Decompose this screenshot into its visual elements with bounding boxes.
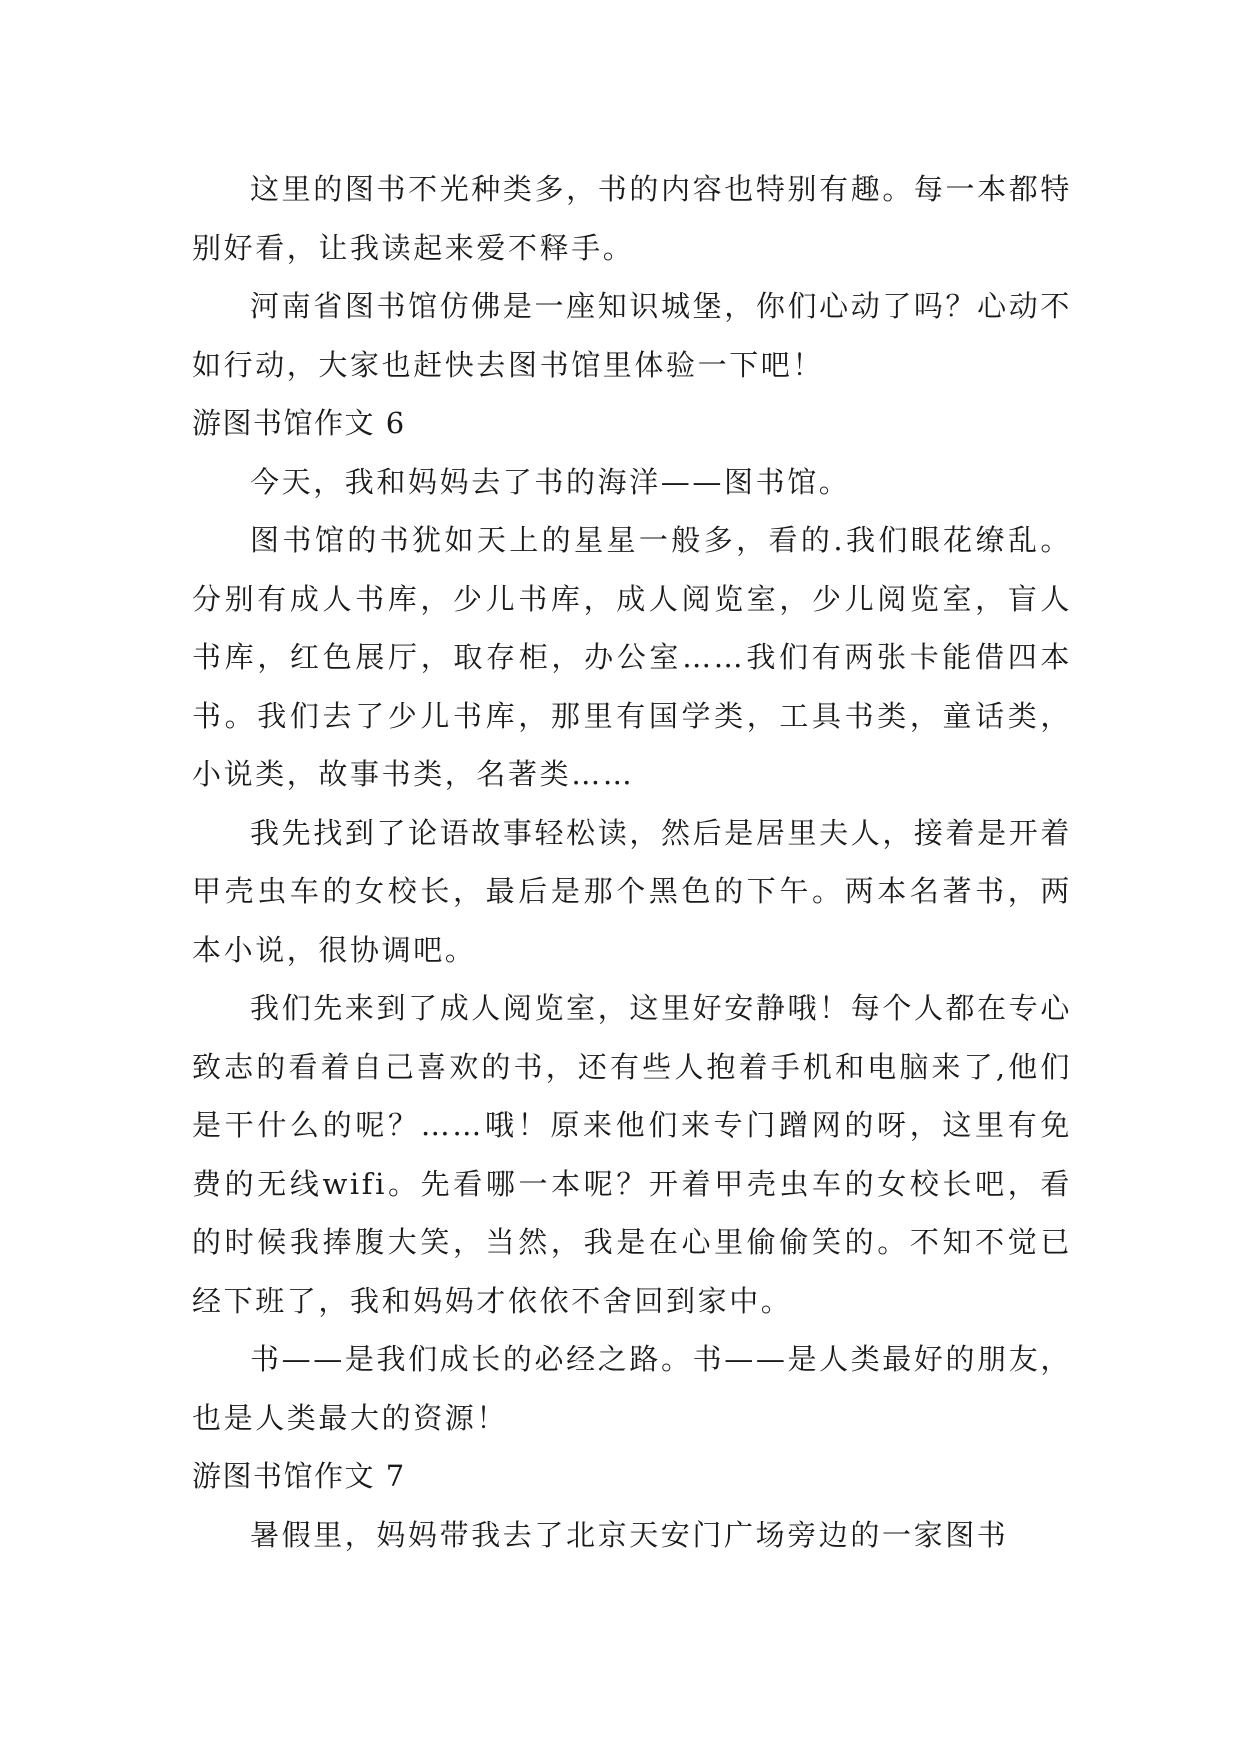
paragraph: 今天，我和妈妈去了书的海洋——图书馆。 [250,464,851,499]
paragraph: 我们先来到了成人阅览室，这里好安静哦！每个人都在专心致志的看着自己喜欢的书，还有些人抱着手机和电脑来了,他们是干什么的呢？……哦！原来他们来专门蹭网的呀，这里有免费的无线wifi。先看哪一本呢？开着甲壳虫车的女校长吧，看的时候我捧腹大笑，当然，我是在心里偷偷笑的。不知不觉已经下班了，我和妈妈才依依不舍回到家中。 [192,991,1072,1318]
paragraph: 河南省图书馆仿佛是一座知识城堡，你们心动了吗？心动不如行动，大家也赶快去图书馆里体验一下吧！ [192,289,1072,382]
section-heading: 游图书馆作文 6 [192,406,406,440]
paragraph: 暑假里，妈妈带我去了北京天安门广场旁边的一家图书 [250,1517,1009,1552]
paragraph: 图书馆的书犹如天上的星星一般多，看的.我们眼花缭乱。分别有成人书库，少儿书库，成人阅览室，少儿阅览室，盲人书库，红色展厅，取存柜，办公室……我们有两张卡能借四本书。我们去了少儿书库，那里有国学类，工具书类，童话类，小说类，故事书类，名著类…… [192,523,1072,791]
section-heading: 游图书馆作文 7 [192,1459,406,1493]
paragraph: 这里的图书不光种类多，书的内容也特别有趣。每一本都特别好看，让我读起来爱不释手。 [192,172,1072,265]
paragraph: 书——是我们成长的必经之路。书——是人类最好的朋友，也是人类最大的资源！ [192,1342,1072,1435]
paragraph: 我先找到了论语故事轻松读，然后是居里夫人，接着是开着甲壳虫车的女校长，最后是那个黑色的下午。两本名著书，两本小说，很协调吧。 [192,815,1072,967]
document-body [192,160,1072,1564]
